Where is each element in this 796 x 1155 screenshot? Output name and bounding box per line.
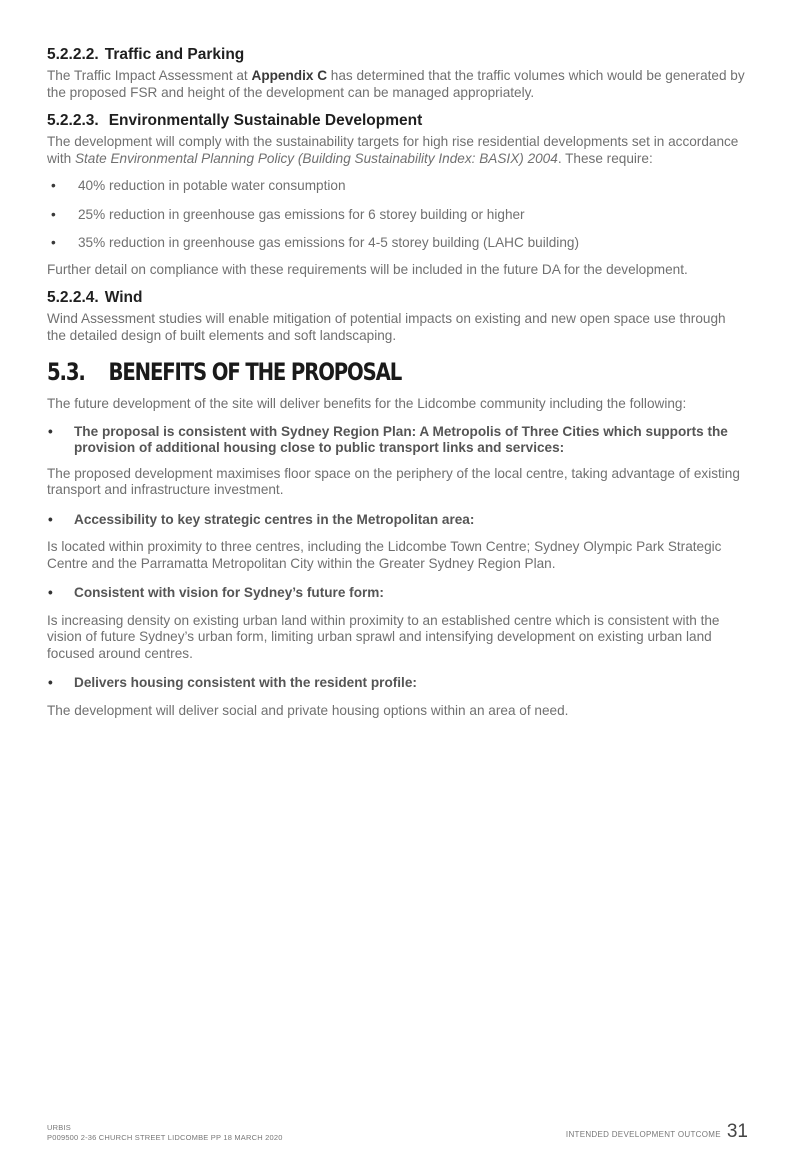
paragraph-traffic: The Traffic Impact Assessment at Appendix C has determined that the traffic volumes which would be generated by the proposed FSR and height of the development can be managed appropriately.: [47, 68, 745, 100]
benefit-body: Is increasing density on existing urban land within proximity to an established centre which is consistent with the vision of future Sydney’s urban form, limiting urban sprawl and intensifying development on existing urban land focused around centres.: [47, 612, 720, 661]
heading-wind: [47, 289, 747, 307]
benefit-heading-list: [47, 675, 747, 692]
benefit-heading-list: [47, 424, 747, 457]
benefit-heading: • The proposal is consistent with Sydney Region Plan: A Metropolis of Three Cities which supports the provision of additional housing close to public transport links and services:: [47, 424, 747, 457]
basix-targets-list: [47, 178, 747, 252]
appendix-reference: Appendix C: [251, 68, 328, 83]
heading-traffic-parking: [47, 46, 747, 64]
section-number: 5.2.2.3.: [47, 112, 99, 129]
section-number: 5.3.: [47, 358, 85, 386]
heading-benefits: [47, 358, 621, 386]
footer-section-name: INTENDED DEVELOPMENT OUTCOME: [565, 1130, 721, 1139]
policy-title: State Environmental Planning Policy (Building Sustainability Index: BASIX) 2004: [74, 150, 558, 166]
benefit-heading: • Consistent with vision for Sydney’s future form:: [47, 585, 747, 602]
benefit-heading-list: [47, 585, 747, 602]
benefit-body: The development will deliver social and private housing options within an area of need.: [47, 702, 569, 718]
footer-document-info: [47, 1123, 283, 1143]
page-number: 31: [726, 1121, 748, 1142]
paragraph-esd: The development will comply with the sustainability targets for high rise residential developments set in accordance with State Environmental Planning Policy (Building Sustainability Index: BASIX) 2004. These require:: [47, 134, 739, 166]
paragraph-wind: Wind Assessment studies will enable mitigation of potential impacts on existing and new open space use through the detailed design of built elements and soft landscaping.: [47, 311, 726, 343]
paragraph-benefits-intro: The future development of the site will deliver benefits for the Lidcombe community including the following:: [47, 396, 687, 411]
document-body: [47, 46, 747, 728]
section-title: Wind: [104, 289, 143, 306]
section-number: 5.2.2.4.: [47, 289, 99, 306]
section-title: Traffic and Parking: [104, 46, 245, 63]
section-title: Environmentally Sustainable Development: [108, 112, 423, 129]
paragraph-compliance: Further detail on compliance with these requirements will be included in the future DA for the development.: [47, 261, 688, 277]
benefit-body: The proposed development maximises floor space on the periphery of the local centre, taking advantage of existing transport and infrastructure investment.: [47, 465, 740, 497]
benefit-heading: • Accessibility to key strategic centres in the Metropolitan area:: [47, 512, 747, 529]
footer-document-reference: P009500 2-36 CHURCH STREET LIDCOMBE PP 18 MARCH 2020: [47, 1133, 283, 1142]
benefit-heading-list: [47, 512, 747, 529]
section-number: 5.2.2.2.: [47, 46, 99, 63]
benefit-heading: • Delivers housing consistent with the resident profile:: [47, 675, 747, 692]
heading-esd: [47, 112, 747, 130]
footer-brand: URBIS: [47, 1123, 71, 1132]
list-item: • 25% reduction in greenhouse gas emissions for 6 storey building or higher: [47, 207, 747, 224]
list-item: • 40% reduction in potable water consumption: [47, 178, 747, 195]
benefit-body: Is located within proximity to three centres, including the Lidcombe Town Centre; Sydney Olympic Park Strategic Centre and the Parramatta Metropolitan City within the Greater Sydney Region Plan.: [47, 539, 722, 571]
footer-page-info: [566, 1122, 748, 1142]
section-title: BENEFITS OF THE PROPOSAL: [108, 358, 402, 386]
list-item: • 35% reduction in greenhouse gas emissions for 4-5 storey building (LAHC building): [47, 235, 747, 252]
